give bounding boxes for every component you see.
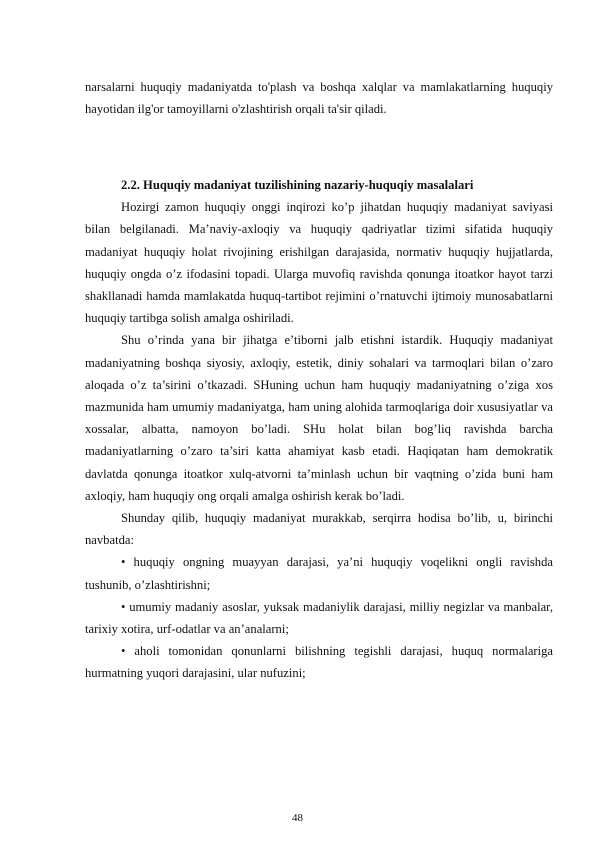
body-paragraph: Shunday qilib, huquqiy madaniyat murakkab, serqirra hodisa bo’lib, u, birinchi navbatda: (85, 511, 553, 548)
section-block (85, 174, 553, 685)
bullet-paragraph: • aholi tomonidan qonunlarni bilishning tegishli darajasi, huquq normalariga hurmatning yuqori darajasini, ular nufuzini; (85, 644, 553, 681)
page-number: 48 (292, 812, 303, 824)
body-paragraph: Shu o’rinda yana bir jihatga e’tiborni jalb etishni istardik. Huquqiy madaniyat madaniyatning boshqa siyosiy, axloqiy, estetik, diniy sohalari va tarmoqlari bilan o’zaro aloqada o’z ta’sirini o’tkazadi. SHuning uchun ham huquqiy madaniyatning o’ziga xos mazmunida ham umumiy madaniyatga, ham uning alohida tarmoqlariga doir xususiyatlar va xossalar, albatta, namoyon bo’ladi. SHu holat bilan bog’liq ravishda barcha madaniyatlarning o’zaro ta’siri katta ahamiyat kasb etadi. Haqiqatan ham demokratik davlatda qonunga itoatkor xulq-atvorni ta’minlash uchun bir vaqtning o’zida buni ham axloqiy, ham huquqiy ong orqali amalga oshirish kerak bo’ladi. (85, 333, 553, 503)
bullet-paragraph: • huquqiy ongning muayyan darajasi, ya’ni huquqiy voqelikni ongli ravishda tushunib, o’zlashtirishni; (85, 555, 553, 592)
body-paragraph: Hozirgi zamon huquqiy onggi inqirozi ko’p jihatdan huquqiy madaniyat saviyasi bilan belgilanadi. Ma’naviy-axloqiy va huquqiy qadriyatlar tizimi sifatida huquqiy madaniyat huquqiy holat rivojining erishilgan darajasida, normativ huquqiy hujjatlarda, huquqiy ongda o’z ifodasini topadi. Ularga muvofiq ravishda qonunga itoatkor hayot tarzi shakllanadi hamda mamlakatda huquq-tartibot rejimini o’rnatuvchi ijtimoiy munosabatlarni huquqiy tartibga solish amalga oshiriladi. (85, 200, 553, 326)
bullet-paragraph: • umumiy madaniy asoslar, yuksak madaniylik darajasi, milliy negizlar va manbalar, tarixiy xotira, urf-odatlar va an’analarni; (85, 599, 553, 637)
intro-block (85, 76, 553, 120)
section-heading: 2.2. Huquqiy madaniyat tuzilishining nazariy-huquqiy masalalari (121, 178, 474, 192)
intro-paragraph: narsalarni huquqiy madaniyatda to'plash va boshqa xalqlar va mamlakatlarning huquqiy hayotidan ilg'or tamoyillarni o'zlashtirish orqali ta'sir qiladi. (85, 80, 553, 117)
